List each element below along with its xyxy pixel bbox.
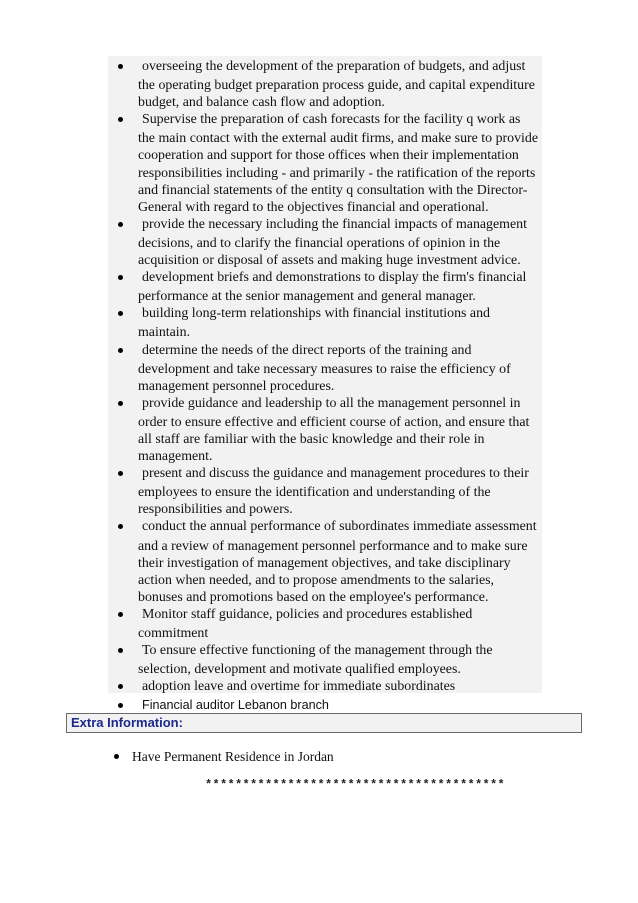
bullet-icon — [118, 311, 123, 316]
bullet-icon — [114, 754, 119, 759]
bullet-icon — [118, 275, 123, 280]
bullet-icon — [118, 703, 123, 708]
bullet-icon — [118, 117, 123, 122]
bullet-icon — [118, 524, 123, 529]
list-item: overseeing the development of the preparation of budgets, and adjust the operating budget preparation process guide, and capital expenditure budget, and balance cash flow and adoption. — [108, 58, 542, 111]
job-title-item — [108, 697, 542, 714]
list-item: provide the necessary including the financial impacts of management decisions, and to clarify the financial operations of opinion in the acquisition or disposal of assets and making huge investment advice. — [108, 216, 542, 269]
bullet-icon — [118, 401, 123, 406]
responsibilities-list — [108, 58, 542, 716]
list-item: Monitor staff guidance, policies and procedures established commitment — [108, 606, 542, 642]
bullet-icon — [118, 648, 123, 653]
list-item: Supervise the preparation of cash forecasts for the facility q work as the main contact with the external audit firms, and make sure to provide cooperation and support for those offices when their implementation responsibilities including - and primarily - the ratification of the reports and financial statements of the entity q consultation with the Director-General with regard to the objectives financial and operational. — [108, 111, 542, 216]
list-item: adoption leave and overtime for immediate subordinates — [108, 678, 542, 695]
list-item: development briefs and demonstrations to display the firm's financial performance at the senior management and general manager. — [108, 269, 542, 305]
bullet-icon — [118, 64, 123, 69]
list-item: conduct the annual performance of subordinates immediate assessment and a review of management personnel performance and to make sure their investigation of management objectives, and take disciplinary action when needed, and to propose amendments to the salaries, bonuses and promotions based on the employee's performance. — [108, 518, 542, 605]
list-item: Have Permanent Residence in Jordan — [108, 748, 334, 765]
list-item: present and discuss the guidance and management procedures to their employees to ensure the identification and understanding of the responsibilities and powers. — [108, 465, 542, 518]
list-item: determine the needs of the direct reports of the training and development and take necessary measures to raise the efficiency of management personnel procedures. — [108, 342, 542, 395]
list-item: building long-term relationships with financial institutions and maintain. — [108, 305, 542, 341]
bullet-icon — [118, 222, 123, 227]
extra-information-header: Extra Information: — [66, 713, 582, 733]
bullet-icon — [118, 612, 123, 617]
bullet-icon — [118, 471, 123, 476]
list-item: provide guidance and leadership to all the management personnel in order to ensure effective and efficient course of action, and ensure that all staff are familiar with the basic knowledge and their role in management. — [108, 395, 542, 465]
job-title: Financial auditor Lebanon branch — [142, 698, 329, 713]
bullet-icon — [118, 684, 123, 689]
extra-information-list — [108, 748, 334, 765]
bullet-icon — [118, 348, 123, 353]
separator-stars: **************************************** — [205, 778, 506, 792]
list-item: To ensure effective functioning of the management through the selection, development and motivate qualified employees. — [108, 642, 542, 678]
